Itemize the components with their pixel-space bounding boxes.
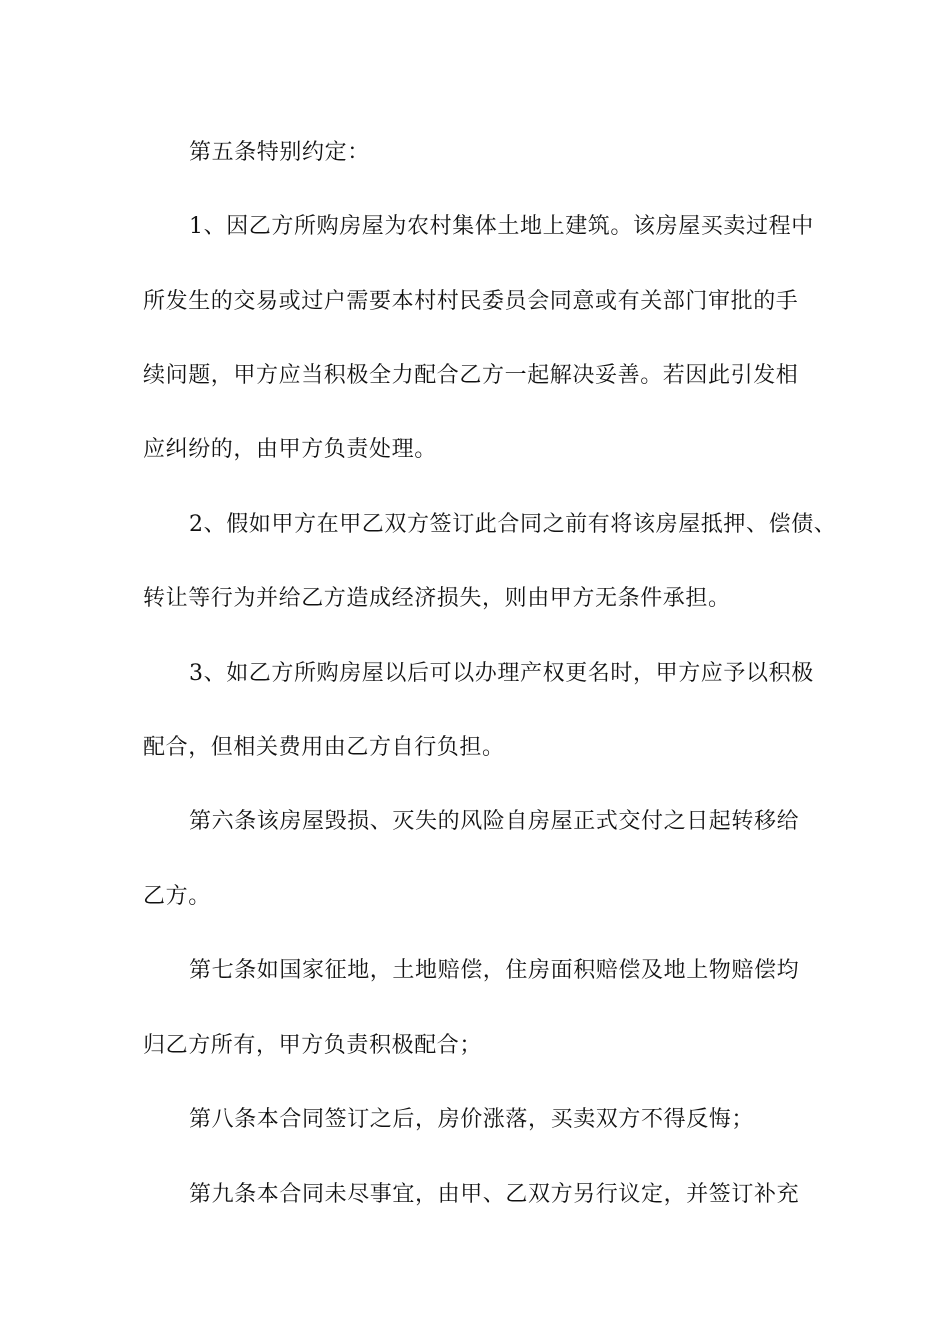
clause-1-line-1: 1、因乙方所购房屋为农村集体土地上建筑。该房屋买卖过程中 xyxy=(189,214,814,239)
article-7-line-2: 归乙方所有，甲方负责积极配合； xyxy=(143,1033,483,1058)
article-5-heading: 第五条特别约定： xyxy=(189,140,370,165)
article-6-line-2: 乙方。 xyxy=(143,884,211,909)
clause-2-line-1: 2、假如甲方在甲乙双方签订此合同之前有将该房屋抵押、偿债、 xyxy=(189,512,837,537)
clause-1-line-3: 续问题，甲方应当积极全力配合乙方一起解决妥善。若因此引发相 xyxy=(143,363,799,388)
article-8-line-1: 第八条本合同签订之后，房价涨落，买卖双方不得反悔； xyxy=(189,1107,755,1132)
clause-3-line-1: 3、如乙方所购房屋以后可以办理产权更名时，甲方应予以积极 xyxy=(189,661,814,686)
clause-1-line-4: 应纠纷的，由甲方负责处理。 xyxy=(143,437,437,462)
clause-2-line-2: 转让等行为并给乙方造成经济损失，则由甲方无条件承担。 xyxy=(143,586,731,611)
clause-1-line-2: 所发生的交易或过户需要本村村民委员会同意或有关部门审批的手 xyxy=(143,289,799,314)
article-7-line-1: 第七条如国家征地，土地赔偿，住房面积赔偿及地上物赔偿均 xyxy=(189,958,800,983)
article-6-line-1: 第六条该房屋毁损、灭失的风险自房屋正式交付之日起转移给 xyxy=(189,809,800,834)
clause-3-line-2: 配合，但相关费用由乙方自行负担。 xyxy=(143,735,505,760)
article-9-line-1: 第九条本合同未尽事宜，由甲、乙双方另行议定，并签订补充 xyxy=(189,1182,800,1207)
